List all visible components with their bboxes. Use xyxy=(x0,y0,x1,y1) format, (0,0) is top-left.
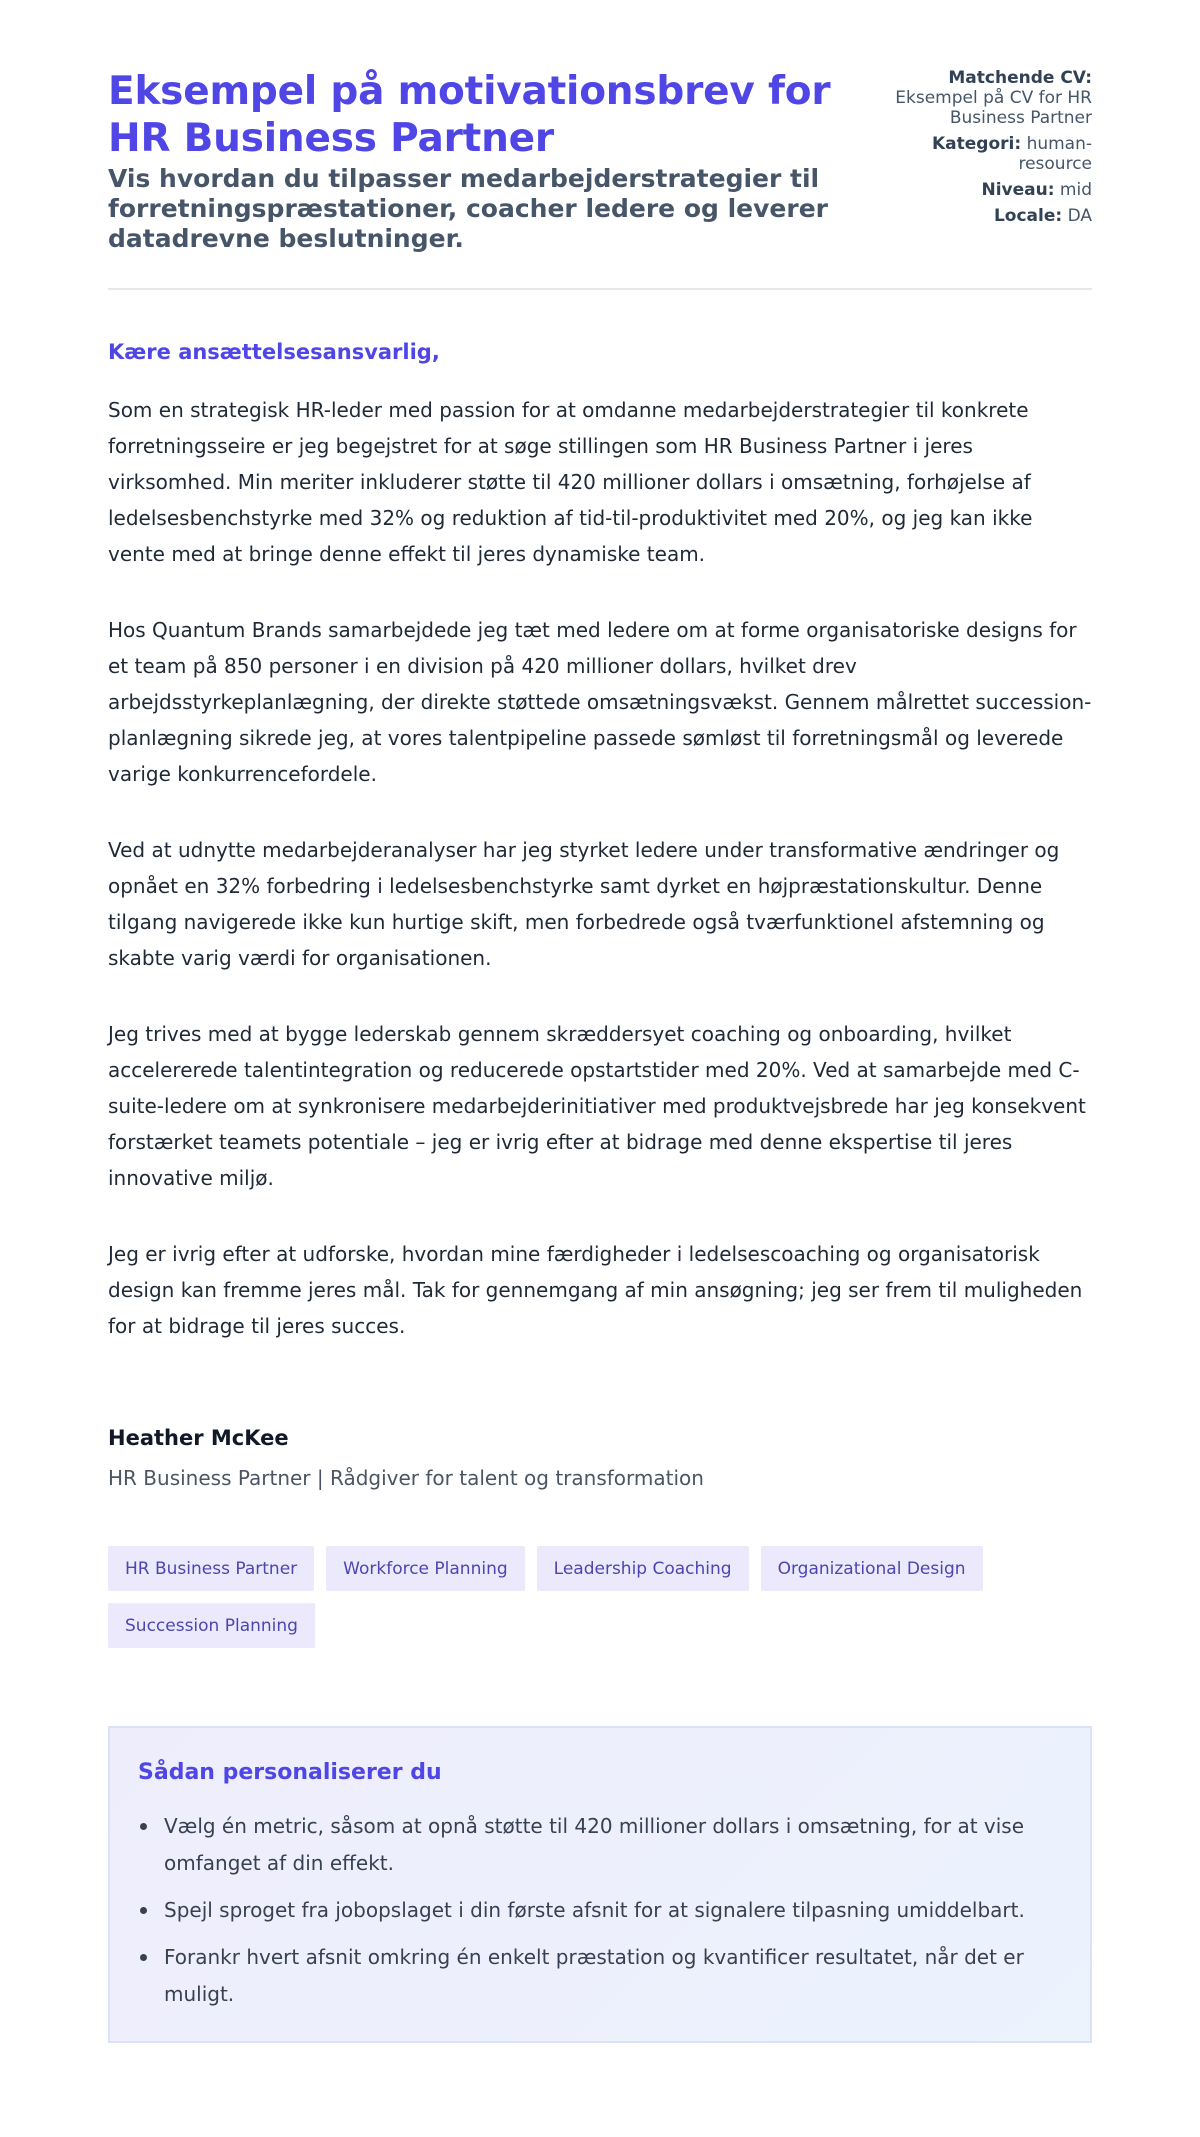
tips-list xyxy=(138,1808,1062,2013)
meta-level xyxy=(882,180,1092,200)
meta-panel xyxy=(882,68,1092,232)
skill-tags xyxy=(108,1546,1092,1648)
bullet-icon xyxy=(140,1823,147,1830)
cover-letter-page xyxy=(108,0,1092,2043)
signature-name: Heather McKee xyxy=(108,1426,289,1450)
bullet-icon xyxy=(140,1907,147,1914)
meta-category xyxy=(882,134,1092,174)
letter-paragraph: Hos Quantum Brands samarbejdede jeg tæt med ledere om at forme organisatoriske designs for et team på 850 personer i en division på 420 millioner dollars, hvilket drev arbejdsstyrkeplanlægning, der direkte støttede omsætningsvækst. Gennem målrettet succession-planlægning sikrede jeg, at vores talentpipeline passede sømløst til forretningsmål og leverede varige konkurrencefordele. xyxy=(108,618,1092,786)
bullet-icon xyxy=(140,1954,147,1961)
page-title: Eksempel på motivationsbrev for HR Business Partner xyxy=(108,69,831,161)
meta-matching-cv-label: Matchende CV: xyxy=(948,68,1092,88)
meta-locale-value: DA xyxy=(1067,206,1092,226)
meta-locale xyxy=(882,206,1092,226)
skill-tag[interactable]: Workforce Planning xyxy=(326,1546,525,1591)
tips-title: Sådan personaliserer du xyxy=(138,1760,442,1785)
meta-level-label: Niveau: xyxy=(981,180,1055,200)
skill-tag[interactable]: Organizational Design xyxy=(761,1546,983,1591)
tips-list-item xyxy=(138,1892,1062,1929)
page-subtitle: Vis hvordan du tilpasser medarbejderstrategier til forretningspræstationer, coacher ledere og leverer datadrevne beslutninger. xyxy=(108,164,828,253)
tips-list-item xyxy=(138,1808,1062,1882)
skill-tag[interactable]: Succession Planning xyxy=(108,1603,315,1648)
header-main xyxy=(108,68,868,254)
letter-paragraph: Som en strategisk HR-leder med passion for at omdanne medarbejderstrategier til konkrete forretningsseire er jeg begejstret for at søge stillingen som HR Business Partner i jeres virksomhed. Min meriter inkluderer støtte til 420 millioner dollars i omsætning, forhøjelse af ledelsesbenchstyrke med 32% og reduktion af tid-til-produktivitet med 20%, og jeg kan ikke vente med at bringe denne effekt til jeres dynamiske team. xyxy=(108,398,1033,566)
signature-block xyxy=(108,1424,1092,1492)
letter-paragraph: Jeg er ivrig efter at udforske, hvordan mine færdigheder i ledelsescoaching og organisatorisk design kan fremme jeres mål. Tak for gennemgang af min ansøgning; jeg ser frem til muligheden for at bidrage til jeres succes. xyxy=(108,1242,1083,1338)
meta-level-value: mid xyxy=(1059,180,1092,200)
skill-tag[interactable]: HR Business Partner xyxy=(108,1546,314,1591)
meta-category-value: human-resource xyxy=(1018,134,1092,174)
letter-paragraph: Jeg trives med at bygge lederskab gennem skræddersyet coaching og onboarding, hvilket accelererede talentintegration og reducerede opstartstider med 20%. Ved at samarbejde med C-suite-ledere om at synkronisere medarbejderinitiativer med produktvejsbrede har jeg konsekvent forstærket teamets potentiale – jeg er ivrig efter at bidrage med denne ekspertise til jeres innovative miljø. xyxy=(108,1022,1086,1190)
tips-item-text: Vælg én metric, såsom at opnå støtte til 420 millioner dollars i omsætning, for at vise omfanget af din effekt. xyxy=(164,1814,1025,1875)
meta-matching-cv xyxy=(882,68,1092,128)
letter-paragraph: Ved at udnytte medarbejderanalyser har jeg styrket ledere under transformative ændringer og opnået en 32% forbedring i ledelsesbenchstyrke samt dyrket en højpræstationskultur. Denne tilgang navigerede ikke kun hurtige skift, men forbedrede også tværfunktionel afstemning og skabte varig værdi for organisationen. xyxy=(108,838,1060,970)
personalization-tips-card xyxy=(108,1726,1092,2043)
skill-tag[interactable]: Leadership Coaching xyxy=(537,1546,749,1591)
letter-greeting: Kære ansættelsesansvarlig, xyxy=(108,340,440,364)
meta-category-label: Kategori: xyxy=(931,134,1022,154)
signature-title: HR Business Partner | Rådgiver for talent og transformation xyxy=(108,1466,704,1490)
tips-item-text: Forankr hvert afsnit omkring én enkelt præstation og kvantificer resultatet, når det er muligt. xyxy=(164,1945,1024,2006)
meta-matching-cv-link[interactable]: Eksempel på CV for HR Business Partner xyxy=(895,88,1092,128)
tips-item-text: Spejl sproget fra jobopslaget i din første afsnit for at signalere tilpasning umiddelbart. xyxy=(164,1898,1025,1922)
meta-locale-label: Locale: xyxy=(993,206,1063,226)
page-header xyxy=(108,68,1092,290)
tips-list-item xyxy=(138,1939,1062,2013)
letter-body xyxy=(108,392,1092,1344)
